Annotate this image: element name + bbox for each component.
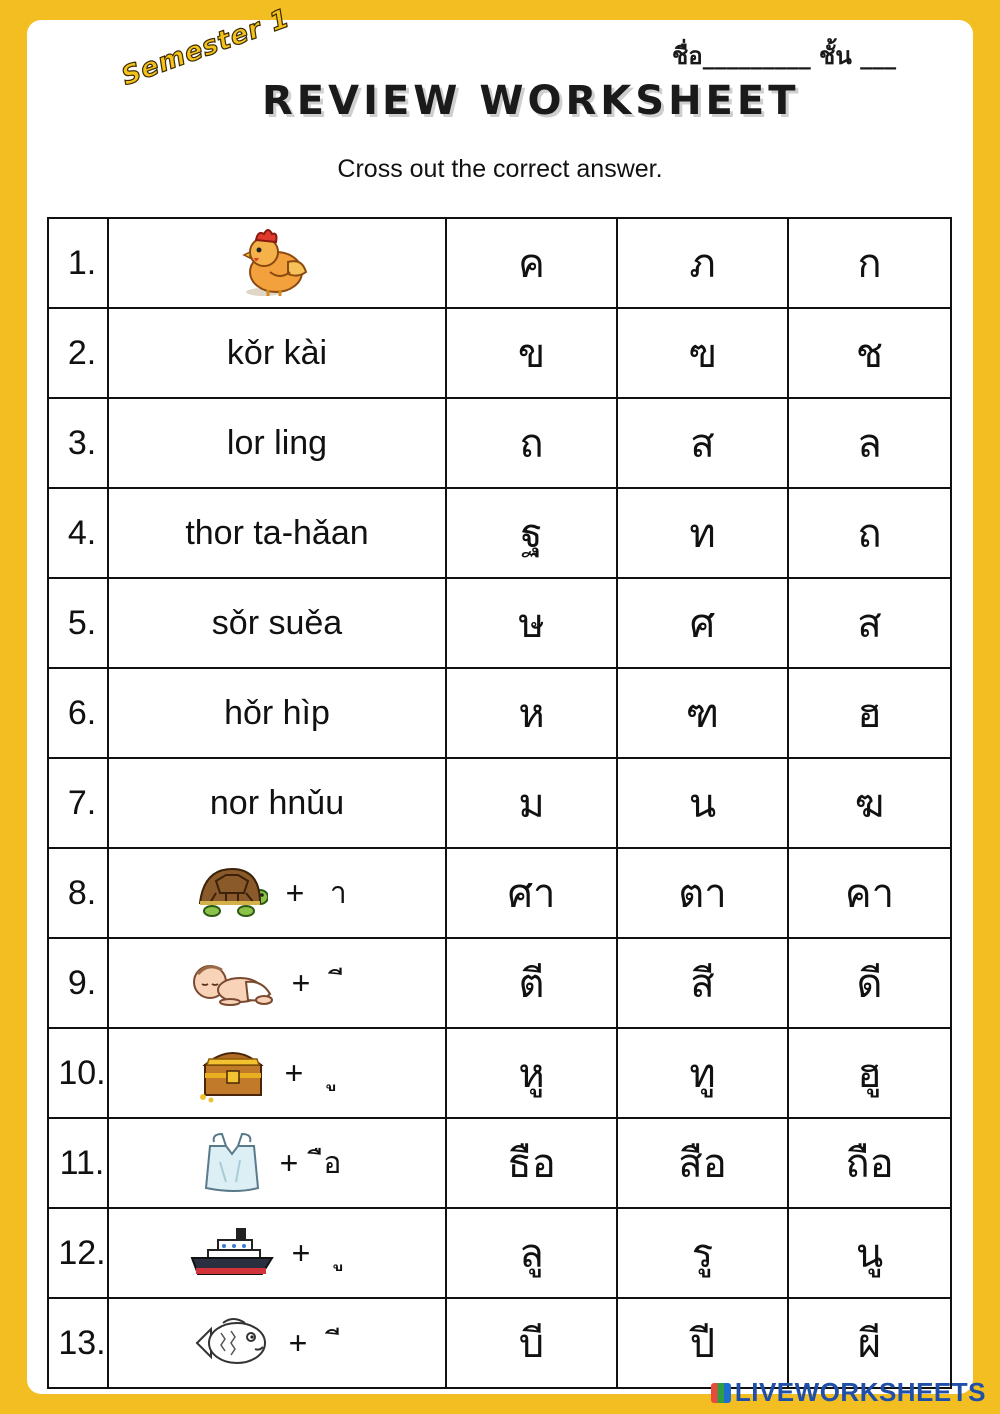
table-row — [48, 1298, 951, 1388]
answer-choice[interactable]: ภ — [617, 218, 788, 308]
row-number: 6. — [48, 668, 108, 758]
plus-sign: + — [288, 1324, 308, 1361]
answer-choice[interactable]: ข — [446, 308, 617, 398]
answer-choice[interactable]: ตา — [617, 848, 788, 938]
brand-label: LIVEWORKSHEETS — [734, 1377, 986, 1407]
answer-choice[interactable]: ตี — [446, 938, 617, 1028]
vowel-mark — [317, 1050, 357, 1097]
answer-choice[interactable]: ถ — [788, 488, 951, 578]
table-row — [48, 758, 951, 848]
answer-choice[interactable]: ช — [788, 308, 951, 398]
row-number: 9. — [48, 938, 108, 1028]
romanized-word: nor hnǔu — [108, 758, 446, 848]
romanized-word: kǒr kài — [108, 308, 446, 398]
table-row — [48, 308, 951, 398]
romanized-word: lor ling — [108, 398, 446, 488]
page-title: REVIEW WORKSHEET — [262, 78, 800, 124]
romanized-word: thor ta-hǎan — [108, 488, 446, 578]
plus-sign: + — [285, 874, 305, 911]
liveworksheets-logo-icon — [711, 1383, 731, 1403]
answer-choice[interactable]: ปี — [617, 1298, 788, 1388]
answer-choice[interactable]: นู — [788, 1208, 951, 1298]
turtle-icon — [196, 867, 268, 919]
table-row — [48, 848, 951, 938]
answer-choice[interactable]: ถ — [446, 398, 617, 488]
row-number: 2. — [48, 308, 108, 398]
plus-sign: + — [279, 1144, 299, 1181]
picture-clue — [108, 1208, 446, 1298]
table-row — [48, 488, 951, 578]
row-number: 7. — [48, 758, 108, 848]
answer-choice[interactable]: บี — [446, 1298, 617, 1388]
table-row — [48, 578, 951, 668]
picture-clue — [108, 1118, 446, 1208]
row-number: 11. — [48, 1118, 108, 1208]
romanized-word: hǒr hìp — [108, 668, 446, 758]
ship-icon — [190, 1226, 274, 1280]
row-number: 1. — [48, 218, 108, 308]
answer-choice[interactable]: ห — [446, 668, 617, 758]
answer-choice[interactable]: ท — [617, 488, 788, 578]
answer-choice[interactable]: ธือ — [446, 1118, 617, 1208]
vowel-mark — [321, 1320, 361, 1367]
answer-choice[interactable]: หู — [446, 1028, 617, 1118]
answer-choice[interactable]: ส — [617, 398, 788, 488]
picture-clue — [108, 1028, 446, 1118]
answer-choice[interactable]: ค — [446, 218, 617, 308]
answer-choice[interactable]: ก — [788, 218, 951, 308]
answer-choice[interactable]: รู — [617, 1208, 788, 1298]
answer-table — [47, 217, 952, 1389]
answer-choice[interactable]: ฐ — [446, 488, 617, 578]
treasure-chest-icon — [197, 1043, 267, 1103]
row-number: 5. — [48, 578, 108, 668]
table-row — [48, 1118, 951, 1208]
table-row — [48, 218, 951, 308]
answer-choice[interactable]: ษ — [446, 578, 617, 668]
baby-icon — [190, 960, 274, 1006]
row-number: 3. — [48, 398, 108, 488]
row-number: 8. — [48, 848, 108, 938]
answer-choice[interactable]: ฆ — [788, 758, 951, 848]
table-row — [48, 938, 951, 1028]
table-row — [48, 668, 951, 758]
answer-choice[interactable]: ผี — [788, 1298, 951, 1388]
answer-choice[interactable]: ดี — [788, 938, 951, 1028]
answer-choice[interactable]: สี — [617, 938, 788, 1028]
picture-clue — [108, 1298, 446, 1388]
name-class-field[interactable]: ชื่อ_________ ชั้น ___ — [672, 42, 897, 70]
answer-choice[interactable]: ทู — [617, 1028, 788, 1118]
answer-choice[interactable]: ฃ — [617, 308, 788, 398]
row-number: 12. — [48, 1208, 108, 1298]
picture-clue — [108, 218, 446, 308]
vowel-mark — [324, 1230, 364, 1277]
plus-sign: + — [291, 964, 311, 1001]
hen-icon — [242, 226, 312, 300]
vowel-mark — [324, 960, 364, 1007]
answer-choice[interactable]: ฮ — [788, 668, 951, 758]
vowel-mark: า — [329, 875, 347, 911]
answer-choice[interactable]: สือ — [617, 1118, 788, 1208]
row-number: 10. — [48, 1028, 108, 1118]
answer-choice[interactable]: คา — [788, 848, 951, 938]
answer-choice[interactable]: ถือ — [788, 1118, 951, 1208]
answer-choice[interactable]: น — [617, 758, 788, 848]
plus-sign: + — [284, 1054, 304, 1091]
vowel-mark: ือ — [323, 1145, 342, 1181]
answer-choice[interactable]: ฑ — [617, 668, 788, 758]
answer-choice[interactable]: ม — [446, 758, 617, 848]
answer-choice[interactable]: ล — [788, 398, 951, 488]
romanized-word: sǒr suěa — [108, 578, 446, 668]
answer-choice[interactable]: ฮู — [788, 1028, 951, 1118]
picture-clue — [108, 848, 446, 938]
liveworksheets-logo — [711, 1377, 986, 1408]
table-row — [48, 1208, 951, 1298]
plus-sign: + — [291, 1234, 311, 1271]
semester-label: Semester 1 — [117, 3, 294, 93]
table-row — [48, 398, 951, 488]
answer-choice[interactable]: ส — [788, 578, 951, 668]
answer-choice[interactable]: ศ — [617, 578, 788, 668]
answer-choice[interactable]: ลู — [446, 1208, 617, 1298]
answer-choice[interactable]: ศา — [446, 848, 617, 938]
fish-icon — [193, 1315, 271, 1371]
plastic-bag-icon — [202, 1132, 262, 1194]
row-number: 4. — [48, 488, 108, 578]
picture-clue — [108, 938, 446, 1028]
instruction-text: Cross out the correct answer. — [337, 155, 663, 183]
row-number: 13. — [48, 1298, 108, 1388]
table-row — [48, 1028, 951, 1118]
